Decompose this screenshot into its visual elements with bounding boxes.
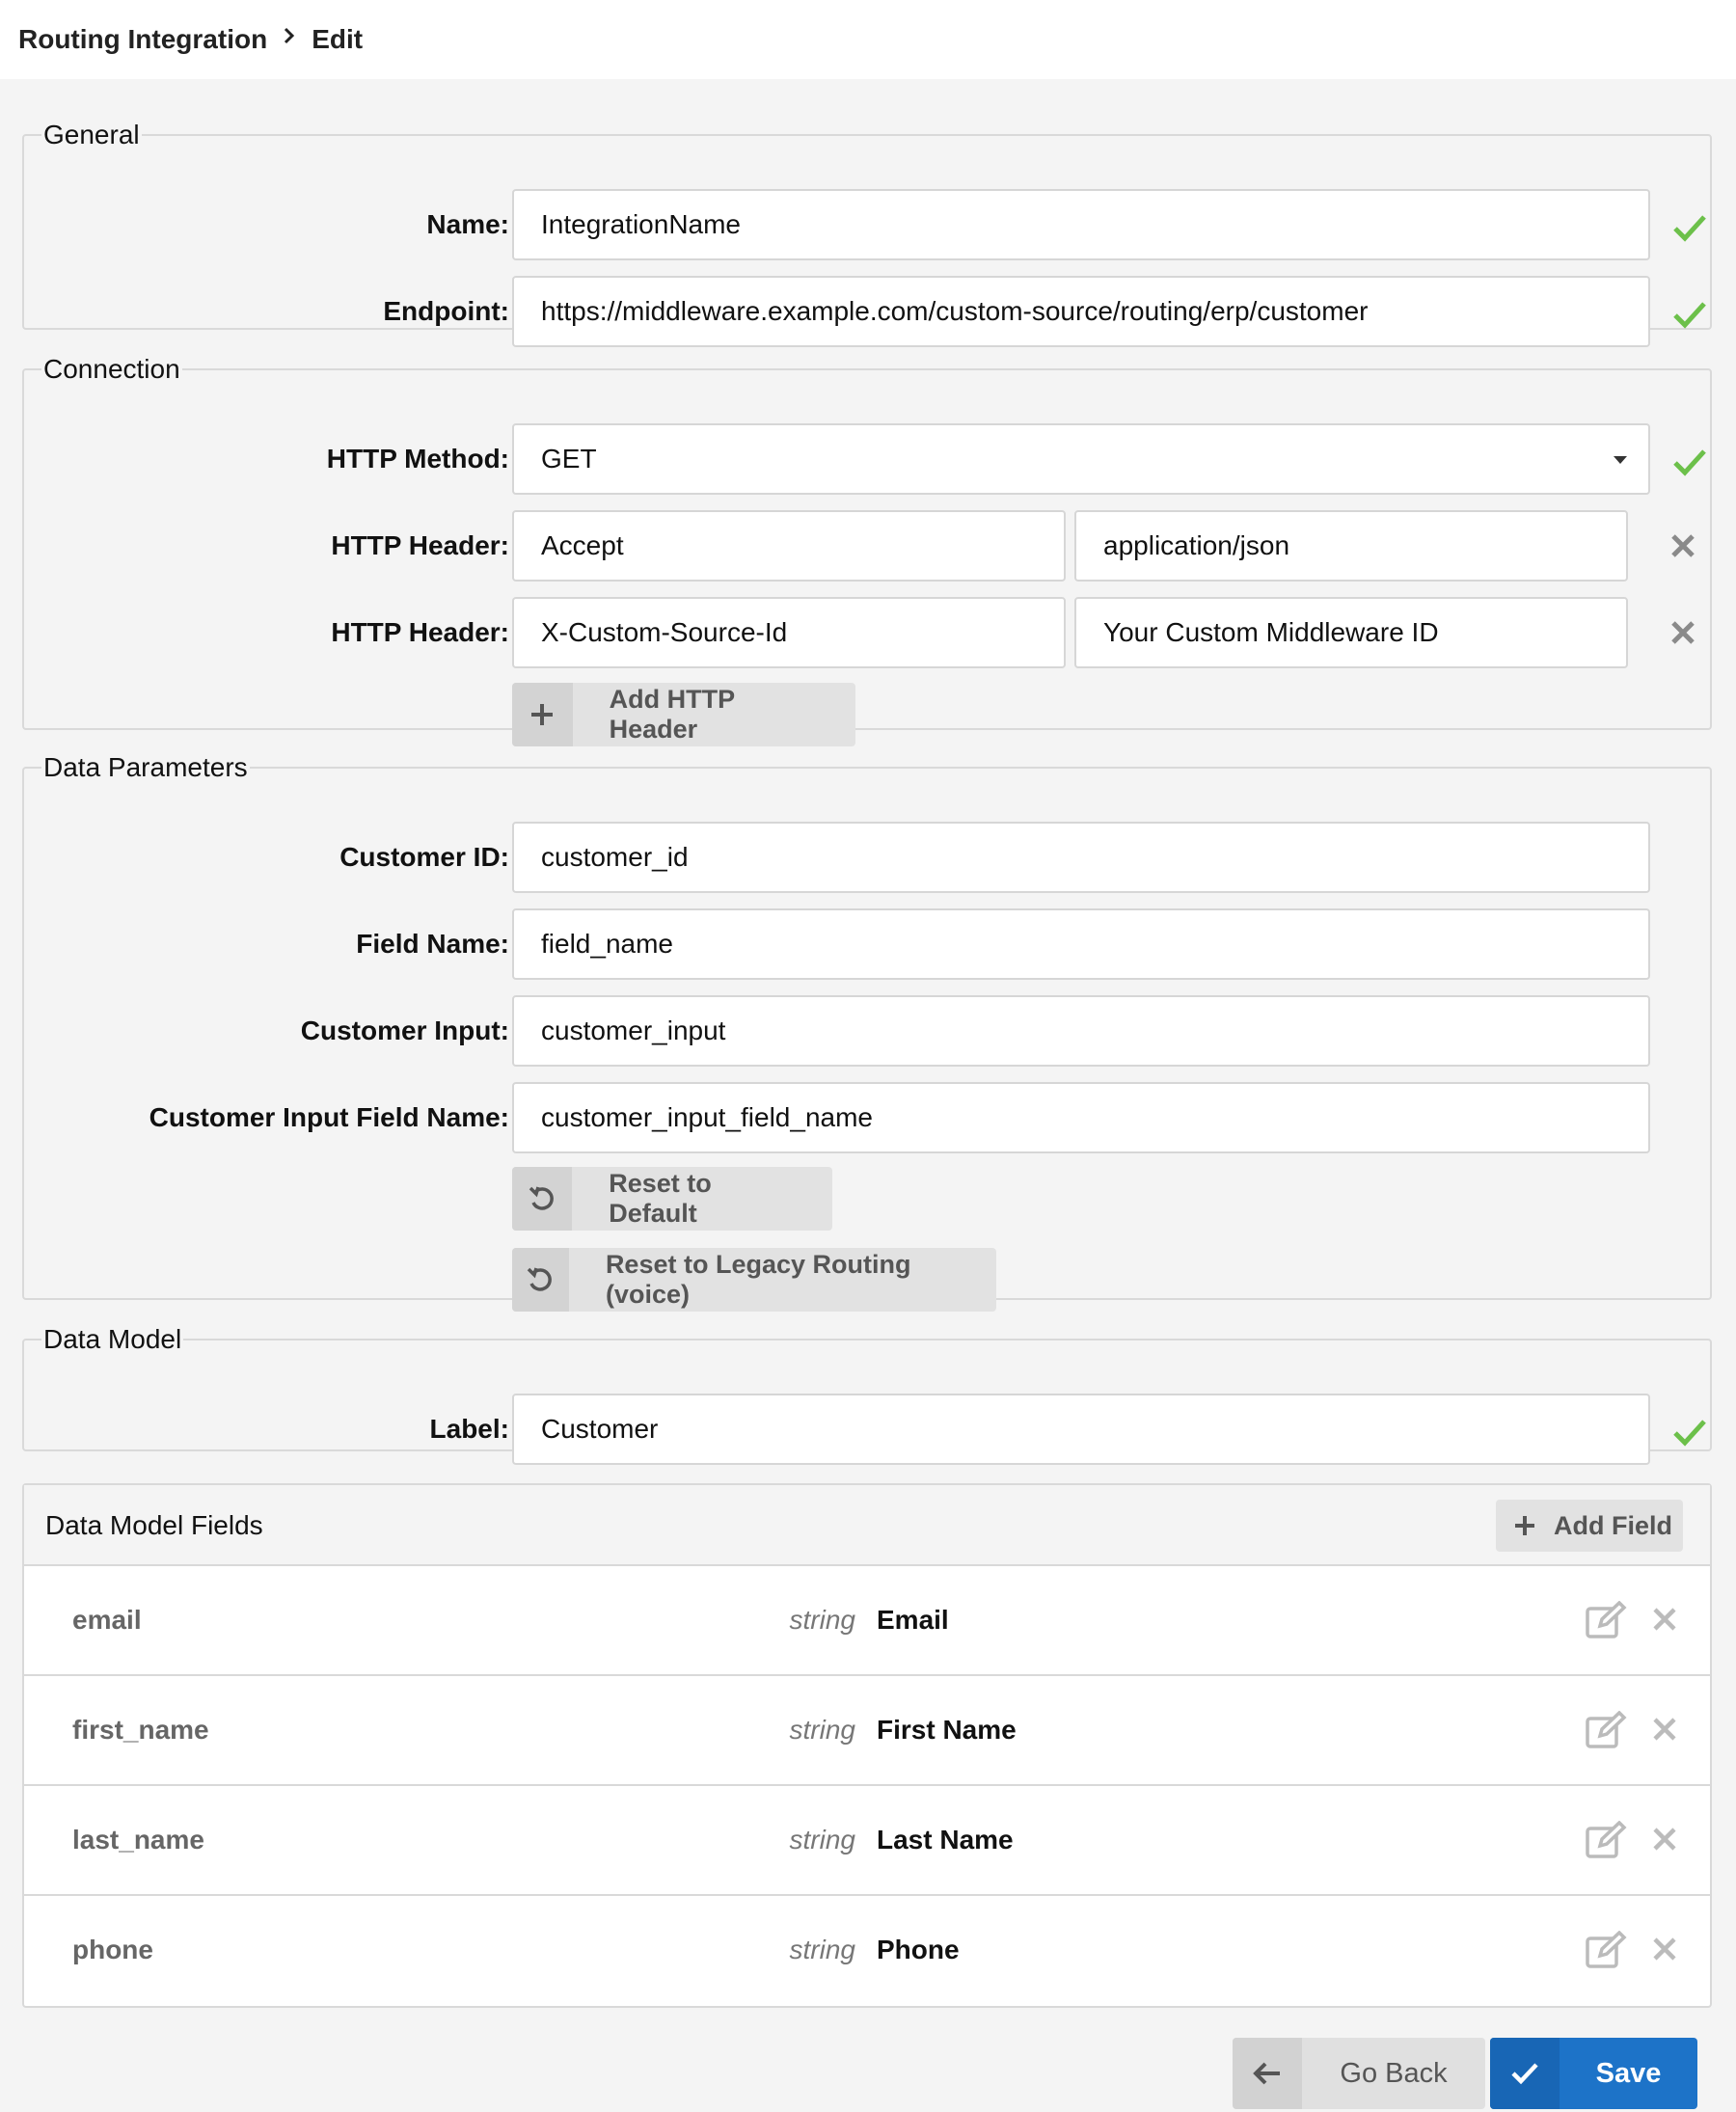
field-type: string <box>789 1935 855 1964</box>
data-parameters-section <box>22 752 1712 1309</box>
field-row <box>24 1896 1710 2006</box>
field-type: string <box>789 1605 855 1635</box>
http-header-label: HTTP Header: <box>331 530 509 560</box>
edit-icon[interactable] <box>1585 1821 1627 1859</box>
field-type: string <box>789 1715 855 1745</box>
remove-icon[interactable] <box>1650 1605 1679 1634</box>
go-back-label: Go Back <box>1340 2057 1448 2089</box>
http-header-value-input[interactable]: application/json <box>1074 510 1628 582</box>
name-label: Name: <box>426 209 509 239</box>
field-row <box>24 1676 1710 1786</box>
http-header-key-input[interactable]: X-Custom-Source-Id <box>512 597 1066 668</box>
general-section <box>22 120 1712 330</box>
http-header-row <box>24 597 1710 668</box>
field-label: Last Name <box>877 1825 1014 1855</box>
endpoint-row <box>24 276 1710 347</box>
field-row <box>24 1566 1710 1676</box>
check-icon <box>1490 2038 1560 2109</box>
plus-icon <box>1513 1514 1536 1537</box>
name-input[interactable]: IntegrationName <box>512 189 1650 260</box>
edit-icon[interactable] <box>1585 1931 1627 1969</box>
field-label: First Name <box>877 1715 1017 1745</box>
customer-input-row <box>24 995 1710 1067</box>
customer-input-field-name-label: Customer Input Field Name: <box>149 1102 509 1132</box>
customer-id-label: Customer ID: <box>339 842 509 872</box>
http-method-select[interactable] <box>512 423 1650 495</box>
field-key: phone <box>72 1935 153 1964</box>
customer-input-input[interactable]: customer_input <box>512 995 1650 1067</box>
http-header-row <box>24 510 1710 582</box>
edit-icon[interactable] <box>1585 1711 1627 1749</box>
customer-id-input[interactable]: customer_id <box>512 822 1650 893</box>
caret-down-icon <box>1614 456 1627 464</box>
reset-to-default-button[interactable] <box>512 1167 832 1231</box>
arrow-left-icon <box>1233 2038 1302 2109</box>
http-header-label: HTTP Header: <box>331 617 509 647</box>
check-icon <box>1670 1413 1709 1451</box>
undo-icon <box>512 1167 572 1231</box>
customer-input-label: Customer Input: <box>300 1015 509 1045</box>
save-button[interactable] <box>1490 2038 1697 2109</box>
data-model-fields-panel <box>22 1483 1712 2008</box>
remove-icon[interactable] <box>1650 1935 1679 1963</box>
breadcrumb-parent[interactable]: Routing Integration <box>18 24 268 54</box>
http-header-key-input[interactable]: Accept <box>512 510 1066 582</box>
field-row <box>24 1786 1710 1896</box>
check-icon <box>1670 295 1709 334</box>
data-model-fields-header <box>24 1485 1710 1566</box>
connection-section <box>22 354 1712 744</box>
field-label: Phone <box>877 1935 960 1964</box>
field-key: last_name <box>72 1825 204 1855</box>
top-bar <box>0 0 1736 79</box>
http-method-label: HTTP Method: <box>326 444 509 474</box>
field-key: first_name <box>72 1715 209 1745</box>
data-parameters-legend: Data Parameters <box>43 752 248 782</box>
field-name-input[interactable]: field_name <box>512 908 1650 980</box>
data-model-fields-title: Data Model Fields <box>45 1510 263 1540</box>
data-model-section <box>22 1324 1712 1451</box>
add-http-header-label: Add HTTP Header <box>609 685 735 744</box>
remove-icon[interactable] <box>1667 529 1699 562</box>
endpoint-input[interactable]: https://middleware.example.com/custom-source/routing/erp/customer <box>512 276 1650 347</box>
connection-legend: Connection <box>43 354 180 384</box>
label-label: Label: <box>429 1414 509 1444</box>
field-type: string <box>789 1825 855 1855</box>
top-bar-fill <box>366 0 1736 79</box>
edit-icon[interactable] <box>1585 1601 1627 1639</box>
add-field-button[interactable] <box>1496 1500 1683 1552</box>
add-http-header-button[interactable] <box>512 683 855 746</box>
breadcrumb <box>0 0 366 79</box>
remove-icon[interactable] <box>1650 1825 1679 1854</box>
field-name-label: Field Name: <box>356 929 509 959</box>
general-legend: General <box>43 120 140 149</box>
label-row <box>24 1394 1710 1465</box>
customer-input-field-name-input[interactable]: customer_input_field_name <box>512 1082 1650 1153</box>
go-back-button[interactable] <box>1233 2038 1485 2109</box>
field-label: Email <box>877 1605 949 1635</box>
customer-input-field-name-row <box>24 1082 1710 1153</box>
undo-icon <box>512 1248 569 1312</box>
field-name-row <box>24 908 1710 980</box>
endpoint-label: Endpoint: <box>383 296 509 326</box>
remove-icon[interactable] <box>1667 616 1699 649</box>
add-field-label: Add Field <box>1554 1510 1672 1540</box>
http-header-value-input[interactable]: Your Custom Middleware ID <box>1074 597 1628 668</box>
name-row <box>24 189 1710 260</box>
reset-to-default-label: Reset to Default <box>609 1169 712 1228</box>
breadcrumb-current: Edit <box>312 24 364 54</box>
chevron-right-icon <box>283 25 296 52</box>
data-model-legend: Data Model <box>43 1324 182 1354</box>
save-label: Save <box>1595 2057 1662 2089</box>
http-method-row <box>24 423 1710 495</box>
reset-to-legacy-label: Reset to Legacy Routing (voice) <box>605 1250 911 1309</box>
check-icon <box>1670 443 1709 481</box>
customer-id-row <box>24 822 1710 893</box>
check-icon <box>1670 208 1709 247</box>
reset-to-legacy-button[interactable] <box>512 1248 996 1312</box>
remove-icon[interactable] <box>1650 1715 1679 1744</box>
http-method-value: GET <box>541 444 597 474</box>
label-input[interactable]: Customer <box>512 1394 1650 1465</box>
plus-icon <box>512 683 573 746</box>
field-key: email <box>72 1605 142 1635</box>
